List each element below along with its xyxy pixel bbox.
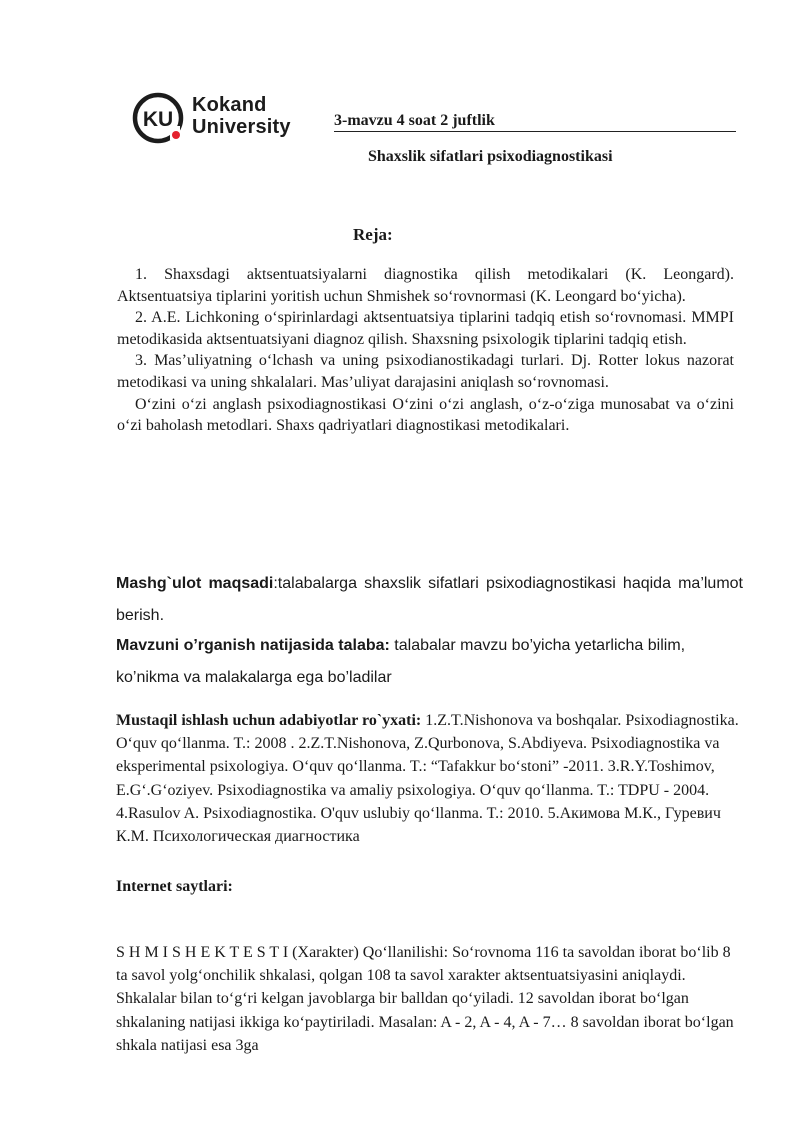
lesson-goal-text: :talabalarga shaxslik sifatlari psixodiagnostikasi haqida ma’lumot berish. — [116, 575, 743, 624]
literature-list — [116, 709, 741, 848]
lesson-goal-label: Mashg`ulot maqsadi — [116, 575, 274, 592]
learning-result-label: Mavzuni o’rganish natijasida talaba: — [116, 637, 390, 654]
literature-text: 1.Z.T.Nishonova va boshqalar. Psixodiagnostika. O‘quv qo‘llanma. T.: 2008 . 2.Z.T.Nishonova, Z.Qurbonova, S.Abdiyeva. Psixodiagnostika va eksperimental psixologiya. O‘quv qo‘llanma. T.: “Tafakkur bo‘stoni” -2011. 3.R.Y.Toshimov, E.G‘.G‘oziyev. Psixodiagnostika va amaliy psixologiya. O‘quv qo‘llanma. T.: TDPU - 2004. 4.Rasulov A. Psixodiagnostika. O'quv uslubiy qo‘llanma. T.: 2010. 5.Акимова М.К., Гуревич К.М. Психологическая диагностика — [116, 712, 739, 846]
logo-text — [192, 94, 291, 138]
internet-sites-heading: Internet saytlari: — [116, 878, 233, 895]
learning-result-text: talabalar mavzu bo’yicha yetarlicha bilim, ko’nikma va malakalarga ega bo’ladilar — [116, 637, 686, 686]
plan-list — [117, 264, 734, 437]
plan-item: 2. A.E. Lichkoning o‘spirinlardagi aktsentuatsiya tiplarini tadqiq etish so‘rovnomasi. MMPI metodikasida aktsentuatsiyani diagnoz qilish. Shaxsning psixologik tiplarini tadqiq etish. — [117, 309, 734, 348]
logo-mark: KU — [142, 108, 174, 131]
topic-heading: 3-mavzu 4 soat 2 juftlik — [334, 112, 736, 132]
logo-line-1: Kokand — [192, 94, 267, 116]
learning-result — [116, 630, 743, 694]
plan-item: 1. Shaxsdagi aktsentuatsiyalarni diagnostika qilish metodikalari (K. Leongard). Aktsentuatsiya tiplarini yoritish uchun Shmishek so‘rovnormasi (K. Leongard bo‘yicha). — [117, 266, 734, 305]
literature-label: Mustaqil ishlash uchun adabiyotlar ro`yxati: — [116, 712, 422, 729]
page-title: Shaxslik sifatlari psixodiagnostikasi — [368, 148, 613, 165]
lesson-goal — [116, 568, 743, 632]
plan-item: 3. Mas’uliyatning o‘lchash va uning psixodianostikadagi turlari. Dj. Rotter lokus nazorat metodikasi va uning shkalalari. Mas’uliyat darajasini aniqlash so‘rovnomasi. — [117, 352, 734, 391]
university-logo — [130, 90, 320, 146]
shmishek-test-paragraph: S H M I S H E K T E S T I (Xarakter) Qo‘llanilishi: So‘rovnoma 116 ta savoldan iborat bo‘lib 8 ta savol yolg‘onchilik shkalasi, qolgan 108 ta savol xarakter aktsentuatsiyasini aniqlaydi. Shkalalar bilan to‘g‘ri kelgan javoblarga bir balldan qo‘yiladi. 12 savoldan iborat bo‘lgan shkalaning natijasi ikkiga ko‘paytiriladi. Masalan: A - 2, A - 4, A - 7… 8 savoldan iborat bo‘lgan shkala natijasi esa 3ga — [116, 944, 734, 1054]
ku-logo-icon — [130, 90, 186, 146]
plan-item: O‘zini o‘zi anglash psixodiagnostikasi O‘zini o‘zi anglash, o‘z-o‘ziga munosabat va o‘zini o‘zi baholash metodlari. Shaxs qadriyatlari diagnostikasi metodikalari. — [117, 395, 734, 435]
plan-title: Reja: — [353, 225, 393, 244]
logo-line-2: University — [192, 116, 291, 138]
